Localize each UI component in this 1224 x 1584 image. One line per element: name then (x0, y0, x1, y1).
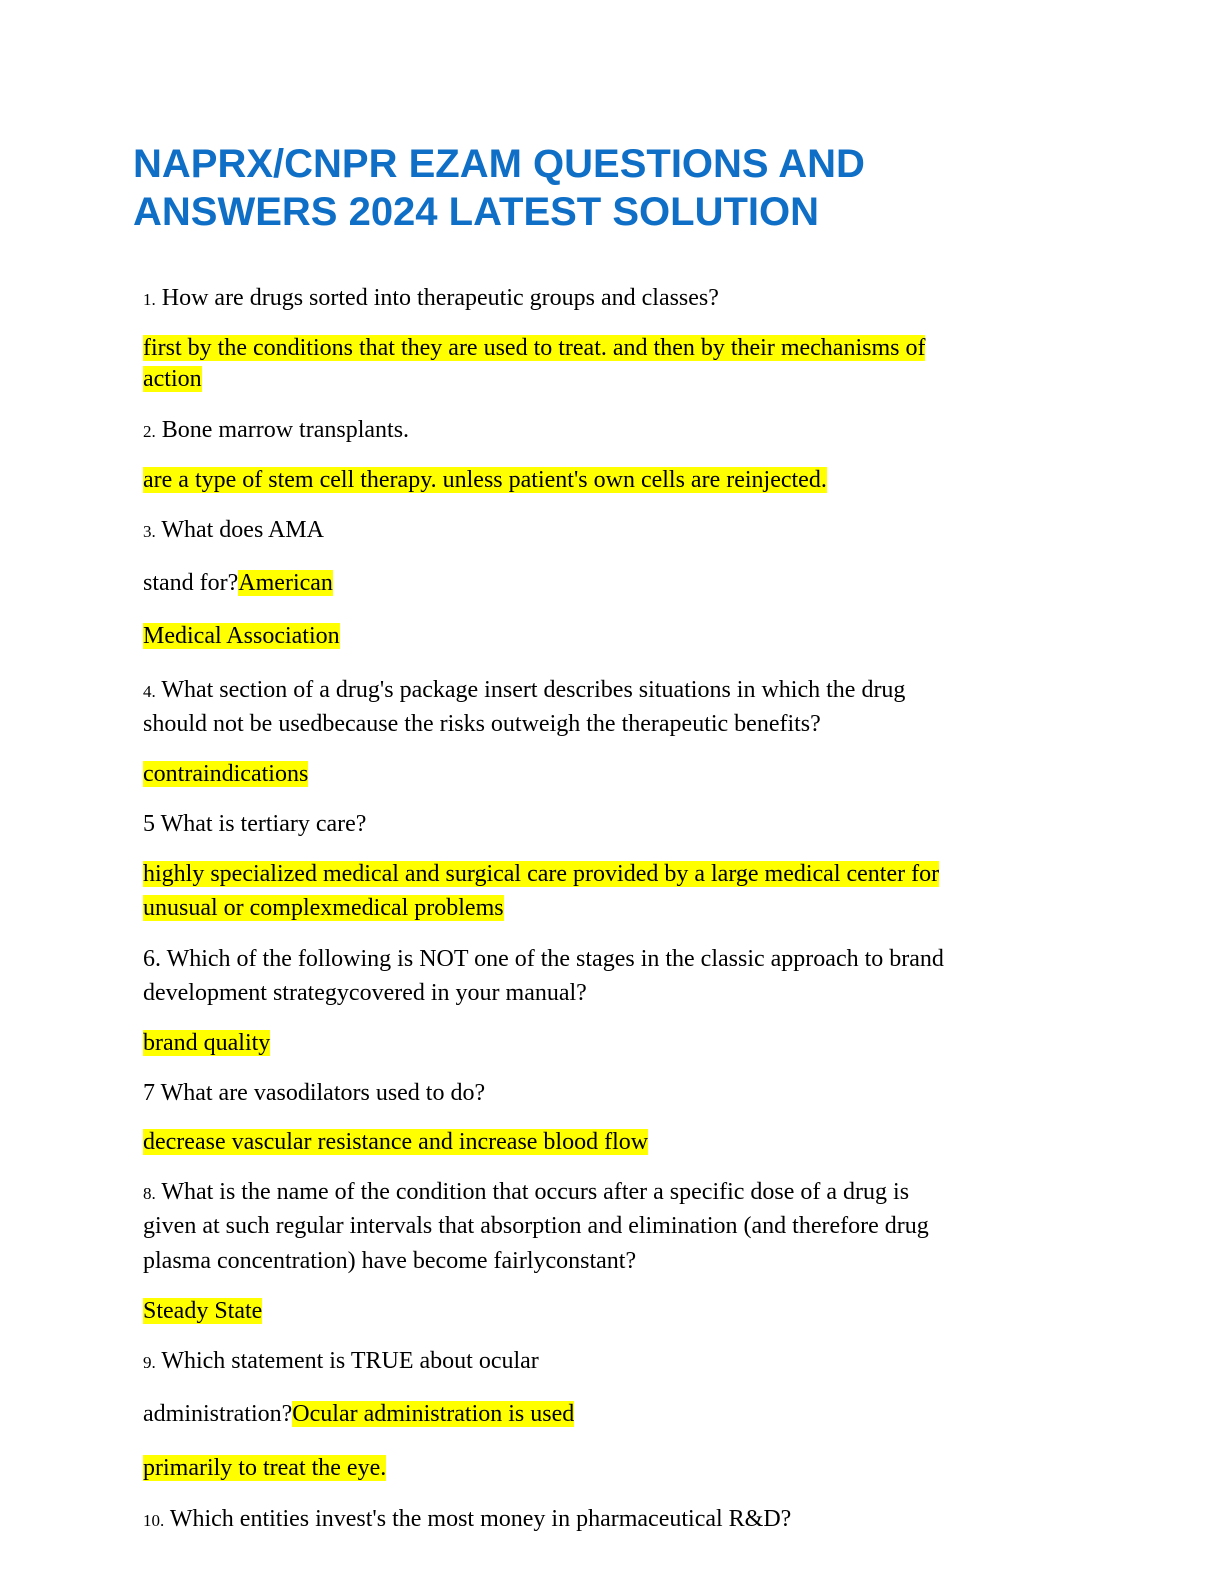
answer-5-line-2 (143, 891, 504, 925)
question-number: 4. (143, 682, 156, 701)
answer-4 (143, 757, 308, 791)
question-text: 7 What are vasodilators used to do? (143, 1080, 486, 1106)
answer-highlight: decrease vascular resistance and increase blood flow (143, 1129, 649, 1155)
answer-highlight: unusual or complexmedical problems (143, 895, 504, 921)
question-2 (143, 413, 409, 449)
question-9-line-2 (143, 1397, 574, 1431)
question-text: Bone marrow transplants. (155, 417, 410, 443)
answer-1-line-2 (143, 362, 202, 396)
question-text: What is the name of the condition that occurs after a specific dose of a drug is (155, 1179, 910, 1205)
question-text: development strategycovered in your manual? (143, 980, 587, 1006)
question-4-line-2 (143, 707, 821, 741)
question-number: 3. (143, 522, 156, 541)
question-3 (143, 513, 324, 549)
answer-6 (143, 1026, 270, 1060)
question-text: administration? (143, 1401, 293, 1427)
answer-8 (143, 1294, 262, 1328)
question-6-line-2 (143, 976, 587, 1010)
answer-9-line-2 (143, 1451, 386, 1485)
question-10 (143, 1502, 791, 1538)
question-3-line-2 (143, 566, 333, 600)
question-4 (143, 673, 905, 709)
question-8-line-2 (143, 1209, 929, 1243)
question-text: What does AMA (155, 517, 324, 543)
answer-1-line-1 (143, 331, 925, 365)
question-number: 9. (143, 1353, 156, 1372)
question-number: 8. (143, 1184, 156, 1203)
question-1 (143, 281, 719, 317)
question-5 (143, 807, 366, 841)
question-6 (143, 942, 944, 976)
question-number: 1. (143, 290, 156, 309)
question-number: 10. (143, 1511, 165, 1530)
question-7 (143, 1076, 485, 1110)
answer-highlight: brand quality (143, 1030, 271, 1056)
question-text: Which statement is TRUE about ocular (155, 1348, 539, 1374)
document-title: NAPRX/CNPR EZAM QUESTIONS AND ANSWERS 2024 LATEST SOLUTION (133, 142, 865, 234)
answer-highlight: action (143, 366, 202, 392)
answer-7 (143, 1125, 648, 1159)
answer-highlight: Steady State (143, 1298, 263, 1324)
answer-highlight: Medical Association (143, 623, 340, 649)
question-8 (143, 1175, 909, 1211)
question-text: Which entities invest's the most money in pharmaceutical R&D? (164, 1506, 792, 1532)
answer-5-line-1 (143, 857, 939, 891)
question-number: 2. (143, 422, 156, 441)
answer-2 (143, 463, 827, 497)
answer-highlight: Ocular administration is used (292, 1401, 575, 1427)
answer-highlight: primarily to treat the eye. (143, 1455, 387, 1481)
question-9 (143, 1344, 539, 1380)
question-text: plasma concentration) have become fairlyconstant? (143, 1248, 637, 1274)
answer-highlight: first by the conditions that they are used to treat. and then by their mechanisms of (143, 335, 926, 361)
question-text: should not be usedbecause the risks outweigh the therapeutic benefits? (143, 711, 821, 737)
answer-highlight: are a type of stem cell therapy. unless patient's own cells are reinjected. (143, 467, 827, 493)
question-text: 6. Which of the following is NOT one of the stages in the classic approach to brand (143, 946, 944, 972)
question-text: 5 What is tertiary care? (143, 811, 367, 837)
answer-highlight: American (238, 570, 333, 596)
answer-highlight: contraindications (143, 761, 309, 787)
answer-highlight: highly specialized medical and surgical care provided by a large medical center for (143, 861, 940, 887)
answer-3-line-2 (143, 619, 340, 653)
question-text: What section of a drug's package insert describes situations in which the drug (155, 677, 906, 703)
question-text: given at such regular intervals that absorption and elimination (and therefore drug (143, 1213, 929, 1239)
question-8-line-3 (143, 1244, 636, 1278)
question-text: How are drugs sorted into therapeutic groups and classes? (155, 285, 719, 311)
question-text: stand for? (143, 570, 239, 596)
